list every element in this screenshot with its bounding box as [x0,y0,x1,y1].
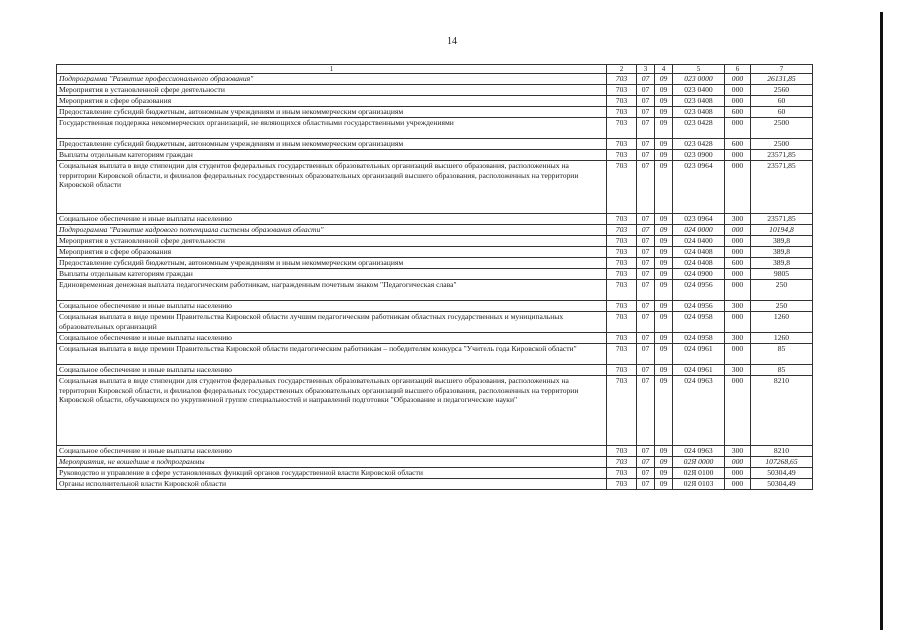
table-row [57,376,813,446]
row-amount-cell: 2560 [751,85,813,96]
row-ministry-code-cell: 703 [607,74,637,85]
row-expense-type-cell: 000 [725,96,751,107]
row-section-cell: 07 [637,479,655,490]
row-ministry-code-cell: 703 [607,139,637,150]
row-target-article-cell: 023 0408 [673,96,725,107]
row-subsection-cell: 09 [655,457,673,468]
row-expense-type-cell: 300 [725,446,751,457]
row-amount-cell: 23571,85 [751,150,813,161]
row-name-cell: Выплаты отдельным категориям граждан [57,269,607,280]
row-section-cell: 07 [637,118,655,139]
row-ministry-code-cell: 703 [607,479,637,490]
row-expense-type-cell: 300 [725,301,751,312]
row-expense-type-cell: 000 [725,247,751,258]
row-section-cell: 07 [637,269,655,280]
row-target-article-cell: 023 0964 [673,161,725,214]
row-name-cell: Социальная выплата в виде стипендии для студентов федеральных государственных образовательных организаций высшего образования, расположенных на территории Кировской области, и филиалов федеральных государственных образовательных организаций высшего образования, расположенных на территории Кировской области, обучающихся по укрупненной группе специальностей и направлений подготовки "Образование и педагогические науки" [57,376,607,446]
row-name-cell: Предоставление субсидий бюджетным, автономным учреждениям и иным некоммерческим организациям [57,107,607,118]
row-target-article-cell: 02Я 0103 [673,479,725,490]
row-subsection-cell: 09 [655,107,673,118]
row-name-cell: Социальное обеспечение и иные выплаты населению [57,301,607,312]
table-row [57,344,813,365]
row-subsection-cell: 09 [655,214,673,225]
row-subsection-cell: 09 [655,161,673,214]
row-target-article-cell: 024 0400 [673,236,725,247]
row-ministry-code-cell: 703 [607,85,637,96]
row-ministry-code-cell: 703 [607,376,637,446]
row-section-cell: 07 [637,161,655,214]
row-expense-type-cell: 600 [725,107,751,118]
table-row [57,301,813,312]
table-row [57,312,813,333]
row-amount-cell: 50304,49 [751,479,813,490]
row-section-cell: 07 [637,74,655,85]
row-name-cell: Единовременная денежная выплата педагогическим работникам, награжденным почетным знаком "Педагогическая слава" [57,280,607,301]
row-ministry-code-cell: 703 [607,269,637,280]
row-target-article-cell: 024 0000 [673,225,725,236]
table-row [57,280,813,301]
row-amount-cell: 9805 [751,269,813,280]
row-amount-cell: 250 [751,301,813,312]
row-expense-type-cell: 300 [725,333,751,344]
header-cell-1: 1 [57,65,607,74]
row-expense-type-cell: 000 [725,161,751,214]
row-subsection-cell: 09 [655,468,673,479]
row-amount-cell: 23571,85 [751,161,813,214]
row-name-cell: Социальная выплата в виде премии Правительства Кировской области педагогическим работникам – победителям конкурса "Учитель года Кировской области" [57,344,607,365]
table-row [57,150,813,161]
row-subsection-cell: 09 [655,301,673,312]
row-amount-cell: 8210 [751,446,813,457]
row-subsection-cell: 09 [655,446,673,457]
row-amount-cell: 60 [751,107,813,118]
table-row [57,457,813,468]
scan-edge-bar [880,12,883,630]
row-subsection-cell: 09 [655,280,673,301]
row-ministry-code-cell: 703 [607,258,637,269]
row-expense-type-cell: 000 [725,376,751,446]
row-subsection-cell: 09 [655,269,673,280]
row-target-article-cell: 024 0961 [673,365,725,376]
row-amount-cell: 50304,49 [751,468,813,479]
row-target-article-cell: 024 0963 [673,446,725,457]
table-row [57,214,813,225]
row-ministry-code-cell: 703 [607,225,637,236]
row-section-cell: 07 [637,344,655,365]
row-expense-type-cell: 000 [725,312,751,333]
header-cell-3: 3 [637,65,655,74]
table-row [57,269,813,280]
budget-table [56,64,813,490]
row-name-cell: Социальное обеспечение и иные выплаты населению [57,446,607,457]
row-section-cell: 07 [637,457,655,468]
row-ministry-code-cell: 703 [607,214,637,225]
row-expense-type-cell: 000 [725,457,751,468]
row-section-cell: 07 [637,258,655,269]
row-section-cell: 07 [637,365,655,376]
table-row [57,161,813,214]
row-subsection-cell: 09 [655,236,673,247]
row-subsection-cell: 09 [655,312,673,333]
row-target-article-cell: 024 0408 [673,258,725,269]
row-name-cell: Предоставление субсидий бюджетным, автономным учреждениям и иным некоммерческим организациям [57,258,607,269]
row-subsection-cell: 09 [655,333,673,344]
row-amount-cell: 26131,85 [751,74,813,85]
row-target-article-cell: 024 0956 [673,301,725,312]
row-section-cell: 07 [637,150,655,161]
row-target-article-cell: 023 0400 [673,85,725,96]
table-row [57,85,813,96]
row-name-cell: Подпрограмма "Развитие профессионального образования" [57,74,607,85]
row-section-cell: 07 [637,280,655,301]
row-name-cell: Социальная выплата в виде стипендии для студентов федеральных государственных образовательных организаций высшего образования, расположенных на территории Кировской области, и филиалов федеральных государственных образовательных организаций высшего образования, расположенных на территории Кировской области [57,161,607,214]
row-ministry-code-cell: 703 [607,365,637,376]
row-expense-type-cell: 000 [725,280,751,301]
row-section-cell: 07 [637,333,655,344]
table-row [57,139,813,150]
row-name-cell: Руководство и управление в сфере установленных функций органов государственной власти Кировской области [57,468,607,479]
table-row [57,236,813,247]
row-name-cell: Мероприятия в установленной сфере деятельности [57,236,607,247]
row-ministry-code-cell: 703 [607,107,637,118]
row-expense-type-cell: 000 [725,236,751,247]
row-section-cell: 07 [637,446,655,457]
row-subsection-cell: 09 [655,376,673,446]
row-subsection-cell: 09 [655,258,673,269]
row-ministry-code-cell: 703 [607,344,637,365]
row-name-cell: Выплаты отдельным категориям граждан [57,150,607,161]
table-row [57,225,813,236]
table-row [57,479,813,490]
row-expense-type-cell: 000 [725,269,751,280]
table-row [57,74,813,85]
table-row [57,365,813,376]
header-cell-5: 5 [673,65,725,74]
row-subsection-cell: 09 [655,344,673,365]
table-row [57,258,813,269]
header-cell-4: 4 [655,65,673,74]
row-target-article-cell: 023 0964 [673,214,725,225]
row-ministry-code-cell: 703 [607,150,637,161]
row-ministry-code-cell: 703 [607,161,637,214]
row-amount-cell: 23571,85 [751,214,813,225]
row-section-cell: 07 [637,96,655,107]
row-amount-cell: 2500 [751,118,813,139]
row-section-cell: 07 [637,85,655,96]
table-row [57,446,813,457]
row-expense-type-cell: 000 [725,225,751,236]
row-amount-cell: 85 [751,365,813,376]
row-ministry-code-cell: 703 [607,96,637,107]
row-target-article-cell: 024 0408 [673,247,725,258]
row-amount-cell: 60 [751,96,813,107]
row-ministry-code-cell: 703 [607,247,637,258]
row-name-cell: Социальное обеспечение и иные выплаты населению [57,365,607,376]
row-section-cell: 07 [637,214,655,225]
row-amount-cell: 389,8 [751,236,813,247]
row-amount-cell: 389,8 [751,258,813,269]
row-target-article-cell: 02Я 0000 [673,457,725,468]
row-ministry-code-cell: 703 [607,468,637,479]
row-amount-cell: 8210 [751,376,813,446]
table-row [57,96,813,107]
row-ministry-code-cell: 703 [607,280,637,301]
row-amount-cell: 2500 [751,139,813,150]
row-expense-type-cell: 000 [725,85,751,96]
row-expense-type-cell: 600 [725,258,751,269]
row-amount-cell: 1260 [751,333,813,344]
row-subsection-cell: 09 [655,118,673,139]
row-name-cell: Предоставление субсидий бюджетным, автономным учреждениям и иным некоммерческим организациям [57,139,607,150]
header-cell-6: 6 [725,65,751,74]
row-subsection-cell: 09 [655,365,673,376]
row-expense-type-cell: 300 [725,365,751,376]
row-section-cell: 07 [637,312,655,333]
row-subsection-cell: 09 [655,85,673,96]
row-ministry-code-cell: 703 [607,446,637,457]
row-subsection-cell: 09 [655,479,673,490]
row-ministry-code-cell: 703 [607,301,637,312]
row-amount-cell: 85 [751,344,813,365]
row-ministry-code-cell: 703 [607,457,637,468]
row-subsection-cell: 09 [655,139,673,150]
row-expense-type-cell: 000 [725,479,751,490]
row-target-article-cell: 023 0428 [673,139,725,150]
row-amount-cell: 389,8 [751,247,813,258]
row-subsection-cell: 09 [655,74,673,85]
table-header-row [57,65,813,74]
header-cell-2: 2 [607,65,637,74]
row-expense-type-cell: 000 [725,468,751,479]
row-subsection-cell: 09 [655,225,673,236]
row-name-cell: Мероприятия в сфере образования [57,247,607,258]
row-target-article-cell: 024 0956 [673,280,725,301]
row-name-cell: Социальное обеспечение и иные выплаты населению [57,214,607,225]
row-subsection-cell: 09 [655,247,673,258]
row-name-cell: Подпрограмма "Развитие кадрового потенциала системы образования области" [57,225,607,236]
row-expense-type-cell: 000 [725,344,751,365]
row-target-article-cell: 023 0408 [673,107,725,118]
row-expense-type-cell: 600 [725,139,751,150]
row-section-cell: 07 [637,468,655,479]
row-subsection-cell: 09 [655,150,673,161]
row-target-article-cell: 024 0958 [673,312,725,333]
row-target-article-cell: 024 0958 [673,333,725,344]
row-target-article-cell: 024 0900 [673,269,725,280]
row-name-cell: Мероприятия, не вошедшие в подпрограммы [57,457,607,468]
row-section-cell: 07 [637,107,655,118]
row-target-article-cell: 023 0000 [673,74,725,85]
table-row [57,107,813,118]
row-ministry-code-cell: 703 [607,333,637,344]
row-target-article-cell: 024 0961 [673,344,725,365]
row-target-article-cell: 024 0963 [673,376,725,446]
page-number: 14 [447,36,457,47]
row-subsection-cell: 09 [655,96,673,107]
row-expense-type-cell: 000 [725,150,751,161]
row-ministry-code-cell: 703 [607,118,637,139]
row-expense-type-cell: 000 [725,74,751,85]
row-name-cell: Социальное обеспечение и иные выплаты населению [57,333,607,344]
row-name-cell: Социальная выплата в виде премии Правительства Кировской области лучшим педагогическим работникам областных государственных и муниципальных образовательных организаций [57,312,607,333]
row-section-cell: 07 [637,247,655,258]
table-row [57,247,813,258]
row-section-cell: 07 [637,301,655,312]
header-cell-7: 7 [751,65,813,74]
table-row [57,118,813,139]
row-expense-type-cell: 300 [725,214,751,225]
table-row [57,468,813,479]
row-ministry-code-cell: 703 [607,236,637,247]
budget-table-body [57,65,813,490]
row-target-article-cell: 02Я 0100 [673,468,725,479]
row-section-cell: 07 [637,225,655,236]
row-amount-cell: 1260 [751,312,813,333]
row-amount-cell: 250 [751,280,813,301]
row-name-cell: Органы исполнительной власти Кировской области [57,479,607,490]
table-row [57,333,813,344]
row-name-cell: Мероприятия в установленной сфере деятельности [57,85,607,96]
row-section-cell: 07 [637,236,655,247]
row-target-article-cell: 023 0900 [673,150,725,161]
row-name-cell: Мероприятия в сфере образования [57,96,607,107]
row-expense-type-cell: 000 [725,118,751,139]
row-ministry-code-cell: 703 [607,312,637,333]
row-name-cell: Государственная поддержка некоммерческих организаций, не являющихся областными государственными учреждениями [57,118,607,139]
row-section-cell: 07 [637,376,655,446]
row-section-cell: 07 [637,139,655,150]
row-amount-cell: 107268,65 [751,457,813,468]
row-target-article-cell: 023 0428 [673,118,725,139]
row-amount-cell: 10194,8 [751,225,813,236]
